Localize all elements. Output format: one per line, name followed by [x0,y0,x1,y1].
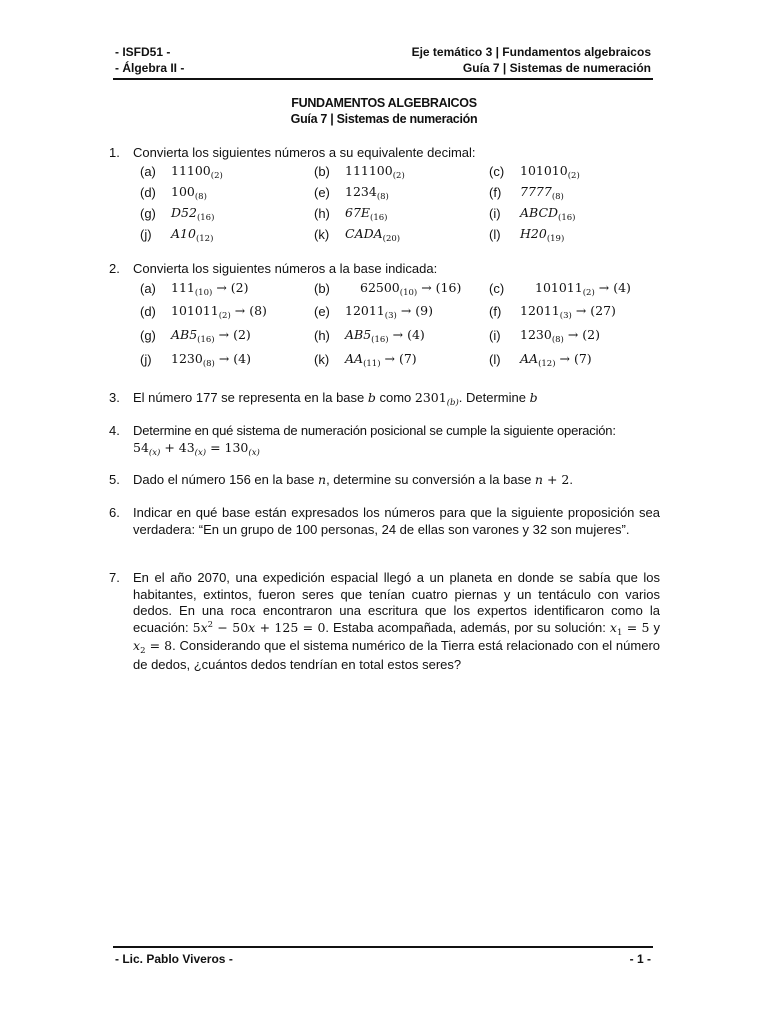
number-value: 7777 [520,184,552,199]
text-span: como [375,390,415,405]
target-base: → (27) [575,303,616,318]
math-var: x [200,619,208,635]
item-label: (d) [140,304,156,319]
target-base: → (7) [384,351,417,366]
number-value: ABCD [520,205,559,220]
number-value: 111100 [345,163,393,178]
math-number: + 43 [160,439,195,455]
question-number: 5. [109,472,120,487]
header-guide: Guía 7 | Sistemas de numeración [462,61,651,75]
item-label: (l) [489,352,501,367]
target-base: → (4) [218,351,252,366]
text-span: En el año 2070, una expedición espacial llegó a un planeta en donde se sabía que los habitantes, extintos, fueron seres que tenían cuatro piernas y un tentáculo con varios dedos. En una roca encontraron una escritura que los expertos identificaron como la ecuación: [133,570,660,635]
number-value: 1230 [520,327,552,342]
math-number: = 8 [145,638,173,653]
base-subscript: (2) [218,311,231,321]
base-subscript: (2) [567,171,580,181]
math-subscript: (x) [194,447,207,458]
question-text: Convierta los siguientes números a la base indicada: [133,261,438,276]
question-4 [109,423,660,458]
item-label: (a) [140,164,156,179]
math-number: 54 [133,439,149,455]
number-value: D52 [171,205,197,220]
number-value: 111 [171,280,195,295]
item-label: (b) [314,164,330,179]
base-subscript: (11) [363,359,381,369]
item-label: (e) [314,304,330,319]
base-subscript: (12) [195,234,214,244]
item-label: (c) [489,281,505,296]
base-subscript: (16) [371,335,389,345]
base-subscript: (20) [382,234,401,244]
item-label: (l) [489,227,501,242]
question-text [133,472,660,489]
item-expression [345,163,405,181]
item-label: (k) [314,352,330,367]
question-number: 2. [109,261,120,276]
question-number: 1. [109,145,120,160]
target-base: → (2) [218,327,251,342]
math-subscript: 1 [616,627,623,638]
item-expression [520,351,592,369]
math-var: x [609,619,617,635]
item-expression [345,351,417,369]
question-number: 4. [109,423,120,438]
item-label: (e) [314,185,330,200]
item-label: (k) [314,227,330,242]
number-value: AA [345,351,364,366]
question-5 [109,472,660,489]
number-value: AA [520,351,539,366]
item-label: (i) [489,328,501,343]
item-label: (b) [314,281,330,296]
item-label: (h) [314,328,330,343]
item-expression [345,303,433,321]
header-institution: - ISFD51 - [115,45,171,59]
number-value: 12011 [520,303,560,318]
header-divider [113,78,653,80]
target-base: → (4) [598,280,631,295]
item-label: (f) [489,304,502,319]
math-number: 2301 [414,390,447,405]
number-value: 100 [171,184,195,199]
item-expression [171,280,249,298]
item-label: (c) [489,164,505,179]
item-expression [520,327,601,345]
base-subscript: (8) [202,359,215,369]
math-var: n [318,472,327,487]
text-span: . Considerando que el sistema numérico de la Tierra está relacionado con el número de dedos, ¿cuántos dedos tendrían en total estos seres? [133,638,661,672]
math-number: + 125 = 0 [255,619,326,635]
number-value: AB5 [345,327,372,342]
item-expression [360,280,462,298]
text-span: y [649,619,661,635]
base-subscript: (10) [194,288,213,298]
base-subscript: (16) [196,213,215,223]
math-subscript: 2 [140,646,146,656]
item-label: (j) [140,227,152,242]
base-subscript: (12) [538,359,556,369]
document-subtitle: Guía 7 | Sistemas de numeración [290,112,478,126]
item-label: (d) [140,185,156,200]
number-value: 11100 [171,163,211,178]
question-text [133,570,660,673]
question-text: Indicar en qué base están expresados los números para que la siguiente proposición sea verdadera: “En un grupo de 100 personas, 24 de ellas son varones y 32 son mujeres”. [133,505,660,537]
question-3 [109,390,660,409]
number-value: 101010 [520,163,568,178]
target-base: → (4) [392,327,425,342]
item-label: (g) [140,328,156,343]
base-subscript: (8) [551,335,564,345]
item-expression [535,280,631,298]
question-text: Convierta los siguientes números a su equivalente decimal: [133,145,476,160]
math-number: + 2 [542,472,570,487]
math-superscript: 2 [207,619,214,630]
base-subscript: (19) [546,234,565,244]
equation [133,440,660,459]
item-expression [171,205,215,223]
target-base: → (2) [567,327,601,342]
base-subscript: (8) [376,192,389,202]
text-span: El número 177 se representa en la base [133,390,368,405]
number-value: 1234 [345,184,377,199]
math-var: b [529,390,538,405]
number-value: 67E [345,205,371,220]
base-subscript: (2) [582,288,595,298]
number-value: A10 [171,226,196,241]
math-subscript: (x) [248,447,260,458]
item-label: (f) [489,185,502,200]
base-subscript: (16) [197,335,215,345]
target-base: → (9) [400,303,433,318]
item-expression [171,163,223,181]
item-expression [520,184,564,202]
math-subscript: (x) [148,447,161,458]
question-number: 6. [109,505,120,520]
target-base: → (2) [216,280,249,295]
math-subscript: (b) [446,398,459,408]
math-number: 5 [192,619,201,635]
header-topic: Eje temático 3 | Fundamentos algebraicos [411,45,651,59]
item-expression [171,351,252,369]
number-value: 101011 [171,303,219,318]
item-label: (j) [140,352,152,367]
item-label: (h) [314,206,330,221]
base-subscript: (3) [559,311,572,321]
number-value: 12011 [345,303,385,318]
text-span: . [569,472,573,487]
footer-author: - Lic. Pablo Viveros - [115,952,233,966]
question-2 [109,261,660,278]
item-expression [520,163,580,181]
item-expression [520,226,565,244]
question-number: 3. [109,390,120,405]
base-subscript: (10) [399,288,418,298]
target-base: → (8) [234,303,267,318]
item-expression [345,184,389,202]
base-subscript: (16) [558,213,576,223]
math-var: b [367,390,376,405]
number-value: 62500 [360,280,400,295]
question-1 [109,145,660,162]
header-subject: - Álgebra II - [115,61,185,75]
number-value: 101011 [535,280,583,295]
item-expression [171,303,267,321]
text-span: . Determine [458,390,530,405]
target-base: → (7) [559,351,592,366]
item-expression [171,226,214,244]
text-span: Dado el número 156 en la base [133,472,319,487]
item-expression [345,327,425,345]
item-label: (i) [489,206,501,221]
question-text [133,423,660,458]
item-label: (a) [140,281,156,296]
math-var: x [248,619,256,635]
question-6 [109,505,660,538]
item-expression [345,205,388,223]
document-title: FUNDAMENTOS ALGEBRAICOS [291,96,477,110]
number-value: 1230 [171,351,203,366]
base-subscript: (3) [384,311,397,321]
base-subscript: (8) [194,192,207,202]
number-value: CADA [345,226,383,241]
math-number: = 130 [206,439,249,455]
footer-divider [113,946,653,948]
question-number: 7. [109,570,120,585]
page-number: - 1 - [629,952,651,966]
text-span: . Estaba acompañada, además, por su solución: [325,619,610,635]
question-7 [109,570,660,673]
item-expression [520,205,576,223]
base-subscript: (8) [551,192,564,202]
math-number: − 50 [213,619,249,635]
number-value: AB5 [171,327,198,342]
math-var: n [534,472,543,487]
item-expression [171,327,251,345]
item-expression [171,184,207,202]
text-span: , determine su conversión a la base [326,472,535,487]
math-var: x [133,638,141,653]
base-subscript: (2) [210,171,223,181]
question-statement: Determine en qué sistema de numeración posicional se cumple la siguiente operación: [133,423,616,438]
number-value: H20 [520,226,547,241]
target-base: → (16) [421,280,462,295]
base-subscript: (16) [370,213,388,223]
item-expression [520,303,616,321]
question-text [133,390,660,409]
base-subscript: (2) [392,171,405,181]
math-number: = 5 [622,619,650,635]
item-expression [345,226,401,244]
item-label: (g) [140,206,156,221]
